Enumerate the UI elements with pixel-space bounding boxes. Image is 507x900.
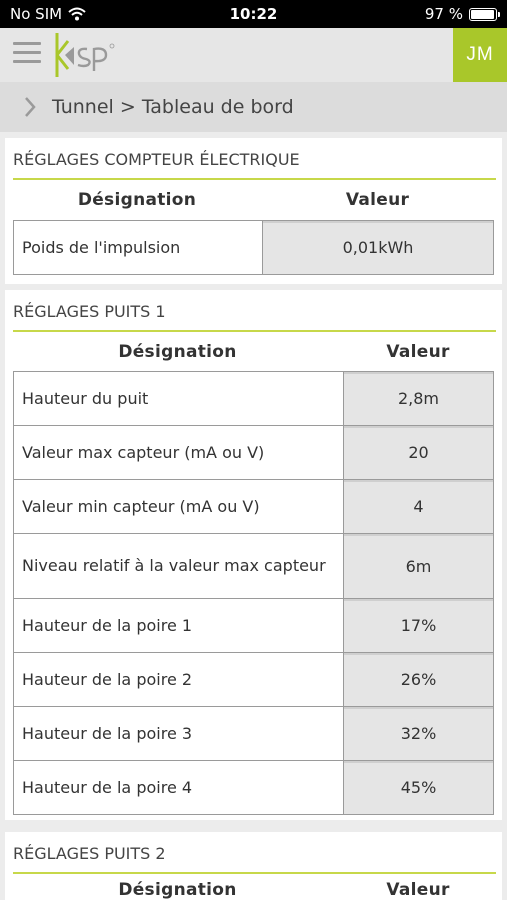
column-header-designation: Désignation [118, 880, 237, 900]
column-header-designation: Désignation [118, 342, 237, 362]
column-header-valeur: Valeur [386, 342, 450, 362]
table-header [13, 190, 494, 210]
column-header-designation: Désignation [77, 190, 197, 210]
row-value-field[interactable]: 0,01kWh [263, 221, 493, 274]
table-row [14, 598, 493, 652]
row-value-field[interactable]: 45% [344, 761, 493, 814]
breadcrumb [0, 82, 507, 132]
status-bar [0, 0, 507, 28]
row-value-field[interactable]: 2,8m [344, 372, 493, 425]
row-value-field[interactable]: 4 [344, 480, 493, 533]
table-header [13, 342, 494, 362]
clock: 10:22 [229, 5, 278, 23]
settings-table [13, 371, 494, 815]
row-label: Hauteur du puit [14, 372, 344, 425]
row-label: Hauteur de la poire 3 [14, 707, 344, 760]
row-label: Niveau relatif à la valeur max capteur [14, 534, 344, 598]
table-row [14, 760, 493, 814]
row-value-field[interactable]: 6m [344, 534, 493, 598]
carrier-label: No SIM [10, 5, 63, 23]
section-title: RÉGLAGES PUITS 1 [13, 302, 496, 332]
table-header [13, 880, 494, 900]
battery-level-fill [471, 10, 494, 19]
row-label: Hauteur de la poire 4 [14, 761, 344, 814]
table-row [14, 706, 493, 760]
row-label: Hauteur de la poire 2 [14, 653, 344, 706]
breadcrumb-path: Tunnel > Tableau de bord [52, 96, 294, 118]
section-puits-1 [5, 290, 502, 820]
table-row [14, 221, 493, 274]
table-row [14, 533, 493, 598]
app-bar [0, 28, 507, 82]
section-title: RÉGLAGES COMPTEUR ÉLECTRIQUE [13, 150, 496, 180]
ksp-logo [54, 31, 124, 79]
chevron-right-icon[interactable] [20, 95, 40, 119]
column-header-valeur: Valeur [386, 880, 450, 900]
section-title: RÉGLAGES PUITS 2 [13, 844, 496, 874]
row-value-field[interactable]: 17% [344, 599, 493, 652]
battery-icon [469, 8, 497, 21]
row-label: Poids de l'impulsion [14, 221, 263, 274]
section-compteur-electrique [5, 138, 502, 284]
table-row [14, 425, 493, 479]
section-puits-2 [5, 832, 502, 900]
table-row [14, 479, 493, 533]
row-label: Hauteur de la poire 1 [14, 599, 344, 652]
row-label: Valeur min capteur (mA ou V) [14, 480, 344, 533]
table-row [14, 372, 493, 425]
settings-table [13, 220, 494, 275]
row-value-field[interactable]: 20 [344, 426, 493, 479]
battery-status [425, 5, 497, 23]
table-row [14, 652, 493, 706]
row-label: Valeur max capteur (mA ou V) [14, 426, 344, 479]
row-value-field[interactable]: 32% [344, 707, 493, 760]
battery-percent: 97 % [424, 5, 463, 23]
user-avatar[interactable]: JM [453, 28, 507, 82]
hamburger-menu-icon[interactable] [13, 42, 41, 68]
column-header-valeur: Valeur [345, 190, 410, 210]
row-value-field[interactable]: 26% [344, 653, 493, 706]
